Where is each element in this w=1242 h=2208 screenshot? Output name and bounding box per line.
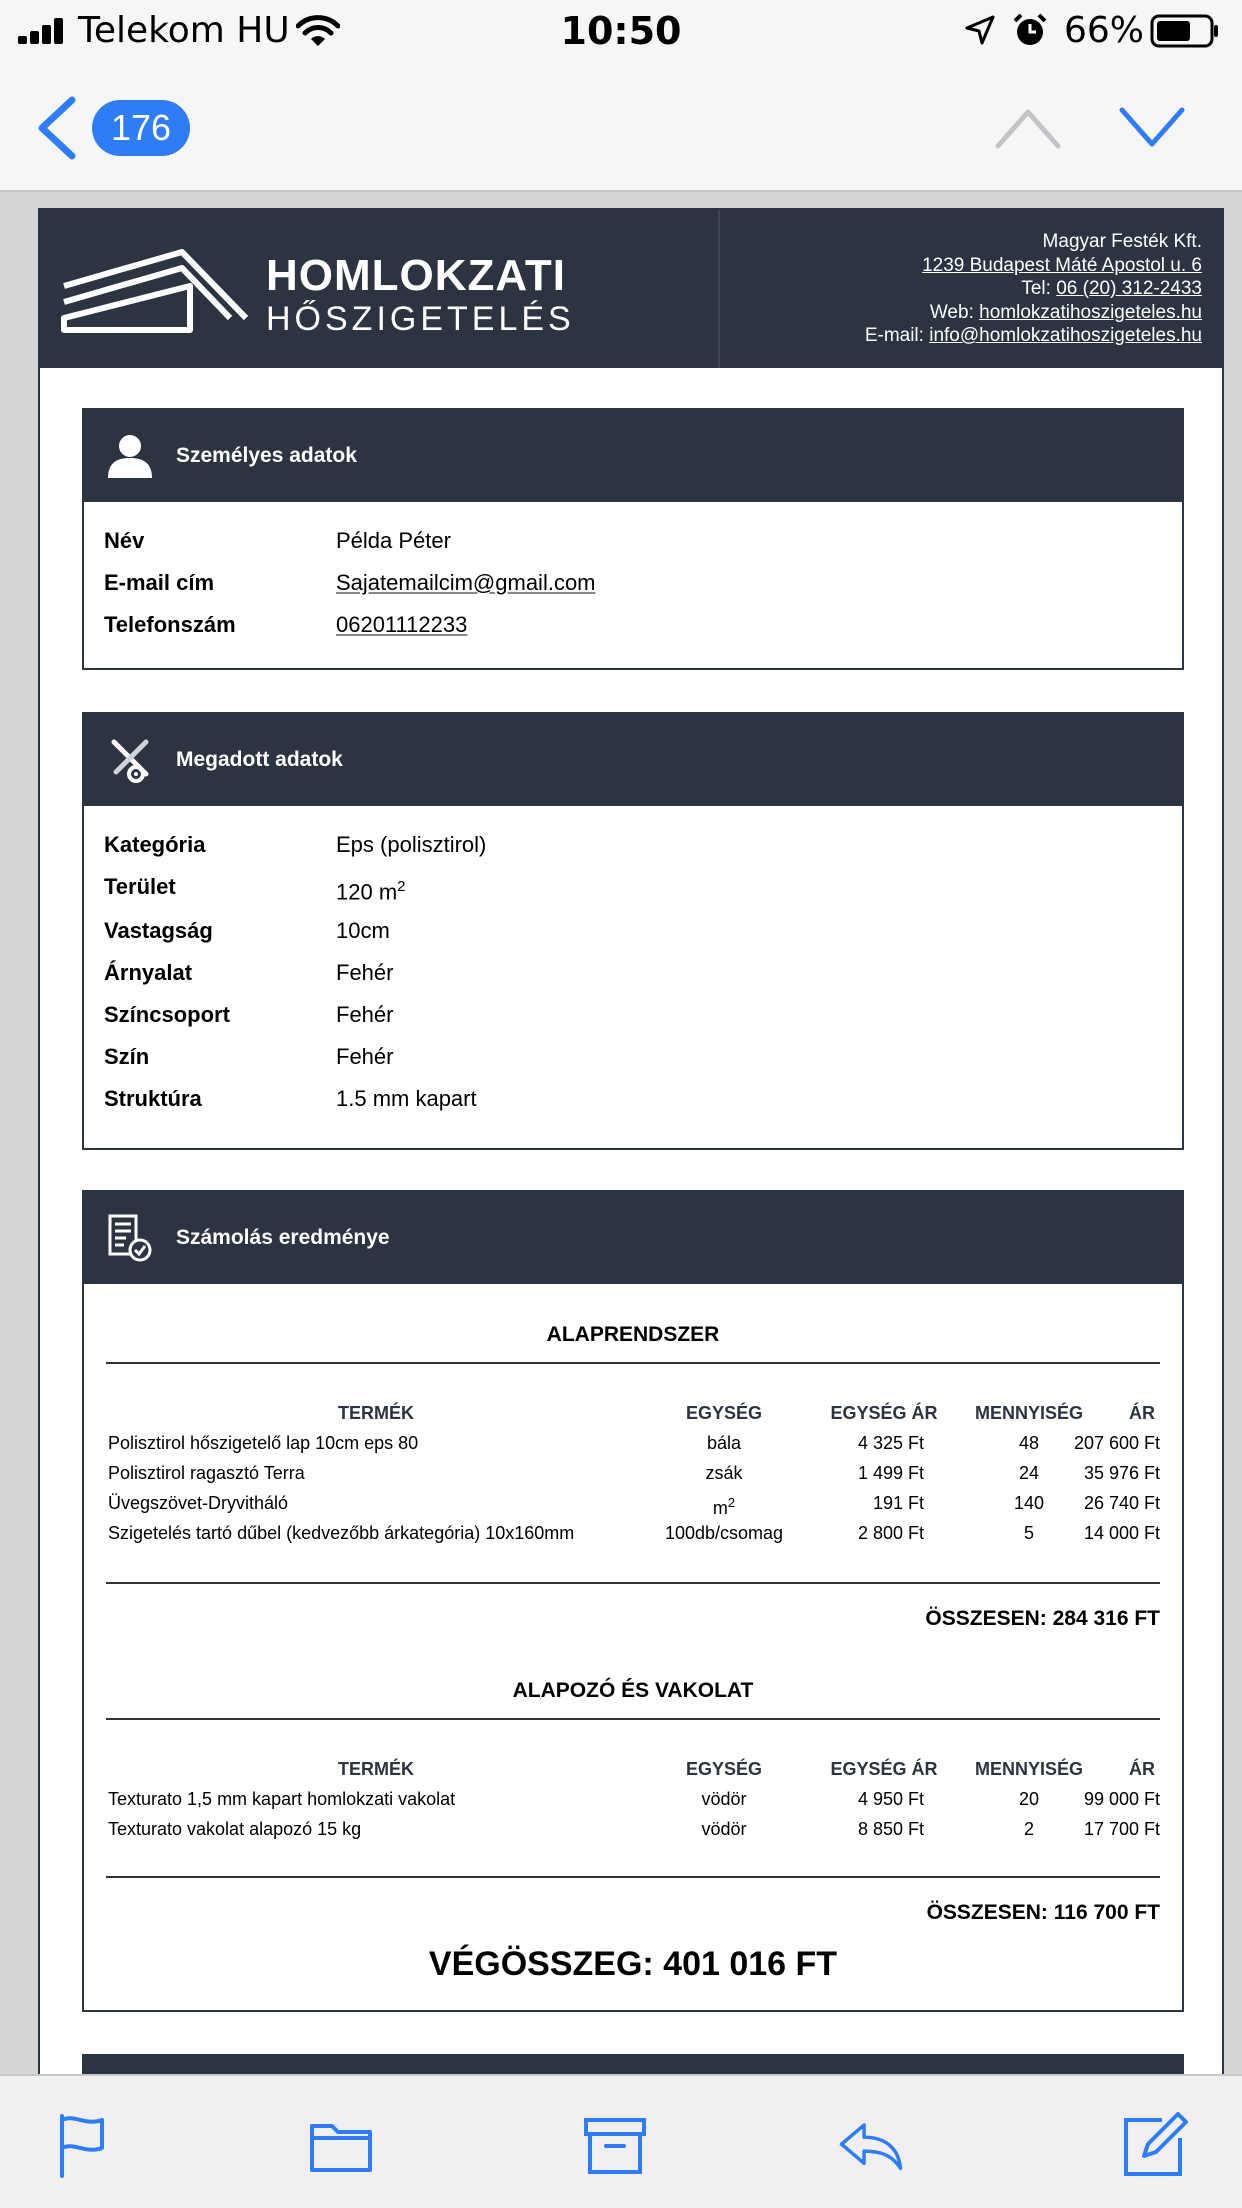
kv-value: 10cm <box>336 918 390 943</box>
header-price: ÁR <box>1129 1759 1155 1779</box>
section-total: ÖSSZESEN: 116 700 FT <box>926 1901 1160 1924</box>
cell-quantity: 24 <box>1018 1463 1040 1483</box>
kv-value: Fehér <box>336 960 394 985</box>
section-title-alapozo-es-vakolat: ALAPOZÓ ÉS VAKOLAT <box>512 1679 754 1702</box>
logo-text: HOMLOKZATI <box>266 251 567 300</box>
email-scroll-area[interactable] <box>0 192 1242 2074</box>
kv-value <box>336 874 406 905</box>
email-header <box>40 210 1222 368</box>
cell-quantity: 5 <box>1023 1523 1034 1543</box>
back-chevron-icon[interactable] <box>34 96 78 160</box>
cell-product: Üvegszövet-Dryvitháló <box>108 1493 289 1513</box>
card-title: Személyes adatok <box>176 444 357 467</box>
archive-box-icon[interactable] <box>582 2112 648 2178</box>
cell-unit: bála <box>706 1433 742 1453</box>
cell-price: 17 700 Ft <box>1083 1819 1160 1839</box>
cell-product: Szigetelés tartó dűbel (kedvezőbb árkategória) 10x160mm <box>108 1523 575 1543</box>
kv-label: Vastagság <box>104 918 213 943</box>
company-address-link[interactable]: 1239 Budapest Máté Apostol u. 6 <box>922 254 1202 276</box>
card-header <box>84 714 1182 806</box>
card-title: Megadott adatok <box>176 748 343 771</box>
mail-toolbar <box>0 2074 1242 2208</box>
previous-message-chevron-up-icon[interactable] <box>994 102 1062 154</box>
company-phone-link[interactable]: 06 (20) 312-2433 <box>1056 278 1202 299</box>
cell-unit-price: 2 800 Ft <box>857 1523 924 1543</box>
cell-unit <box>644 1492 804 1519</box>
status-bar <box>0 0 1242 62</box>
tel-label: Tel: <box>1021 278 1051 299</box>
cell-product: Polisztirol hőszigetelő lap 10cm eps 80 <box>108 1433 419 1453</box>
kv-label: E-mail cím <box>104 570 215 595</box>
alarm-clock-icon <box>1012 12 1048 48</box>
next-card-header-partial <box>82 2054 1184 2074</box>
cell-unit: vödör <box>701 1819 747 1839</box>
kv-label: Név <box>104 528 145 553</box>
header-price: ÁR <box>1129 1403 1155 1423</box>
cell-unit-price: 4 325 Ft <box>857 1433 924 1453</box>
header-unit: EGYSÉG <box>685 1403 763 1423</box>
cell-price: 35 976 Ft <box>1083 1463 1160 1483</box>
section-divider <box>106 1718 1160 1720</box>
header-quantity: MENNYISÉG <box>974 1403 1084 1423</box>
cell-unit-price: 8 850 Ft <box>857 1819 924 1839</box>
section-divider <box>106 1362 1160 1364</box>
tools-gear-icon <box>106 736 154 784</box>
document-calculator-icon <box>106 1214 154 1262</box>
kv-label: Árnyalat <box>104 960 193 985</box>
battery-percentage: 66% <box>1064 10 1145 51</box>
header-quantity: MENNYISÉG <box>974 1759 1084 1779</box>
company-name: Magyar Festék Kft. <box>1042 231 1202 252</box>
message-count-badge[interactable]: 176 <box>92 100 190 156</box>
personal-data-card <box>82 408 1184 670</box>
location-arrow-icon <box>964 14 996 46</box>
unit-text: m <box>712 1498 728 1518</box>
cell-unit-price: 1 499 Ft <box>857 1463 924 1483</box>
header-unit: EGYSÉG <box>685 1759 763 1779</box>
section-title-alaprendszer: ALAPRENDSZER <box>546 1323 720 1346</box>
next-message-chevron-down-icon[interactable] <box>1118 102 1186 154</box>
kv-value: Fehér <box>336 1044 394 1069</box>
section-total: ÖSSZESEN: 284 316 FT <box>925 1607 1160 1630</box>
web-label: Web: <box>929 301 974 323</box>
cell-price: 14 000 Ft <box>1083 1523 1160 1543</box>
cell-price: 26 740 Ft <box>1083 1493 1160 1513</box>
cell-unit: vödör <box>701 1789 747 1809</box>
kv-value: Fehér <box>336 1002 394 1027</box>
area-unit-exponent: 2 <box>397 878 406 895</box>
battery-icon <box>1150 14 1220 48</box>
email-label: E-mail: <box>864 325 924 346</box>
header-divider <box>718 210 720 368</box>
user-icon <box>106 432 154 480</box>
section-divider <box>106 1876 1160 1878</box>
phone-link[interactable]: 06201112233 <box>336 612 468 637</box>
kv-value: Eps (polisztirol) <box>336 832 487 857</box>
folder-icon[interactable] <box>308 2112 374 2178</box>
cell-product: Texturato vakolat alapozó 15 kg <box>108 1819 362 1839</box>
logo-subtext: HŐSZIGETELÉS <box>266 300 575 338</box>
company-contact <box>865 230 1202 348</box>
carrier-name: Telekom HU <box>78 10 290 51</box>
kv-value: 1.5 mm kapart <box>336 1086 477 1111</box>
area-value: 120 m <box>336 879 398 905</box>
cell-price: 99 000 Ft <box>1083 1789 1160 1809</box>
kv-label: Telefonszám <box>104 612 236 637</box>
company-website-link[interactable]: homlokzatihoszigeteles.hu <box>979 301 1202 323</box>
cell-unit: zsák <box>705 1463 743 1483</box>
unit-exponent: 2 <box>727 1495 736 1510</box>
cell-unit: 100db/csomag <box>664 1523 784 1543</box>
kv-value: Példa Péter <box>336 528 451 553</box>
cell-unit-price: 4 950 Ft <box>857 1789 924 1809</box>
company-email-link[interactable]: info@homlokzatihoszigeteles.hu <box>929 325 1202 346</box>
kv-label: Kategória <box>104 832 206 857</box>
reply-arrow-icon[interactable] <box>838 2112 904 2178</box>
cell-quantity: 48 <box>1018 1433 1040 1453</box>
grand-total: VÉGÖSSZEG: 401 016 FT <box>428 1945 838 1983</box>
card-header <box>82 2054 1184 2074</box>
email-link[interactable]: Sajatemailcim@gmail.com <box>336 570 596 595</box>
cell-quantity: 2 <box>1023 1819 1034 1839</box>
cell-quantity: 20 <box>1018 1789 1040 1809</box>
card-header <box>84 410 1182 502</box>
house-logo-icon <box>60 246 250 336</box>
header-product: TERMÉK <box>338 1759 414 1779</box>
header-unit-price: EGYSÉG ÁR <box>830 1403 938 1423</box>
kv-label: Terület <box>104 874 176 899</box>
header-product: TERMÉK <box>338 1403 414 1423</box>
clock: 10:50 <box>560 9 682 53</box>
cell-unit-price: 191 Ft <box>872 1493 924 1513</box>
calculation-result-card <box>82 1190 1184 2012</box>
cell-price: 207 600 Ft <box>1073 1433 1160 1453</box>
email-body <box>38 208 1224 2074</box>
kv-label: Szín <box>104 1044 150 1069</box>
cell-quantity: 140 <box>1013 1493 1045 1513</box>
mail-navigation-bar <box>0 62 1242 192</box>
card-title: Számolás eredménye <box>176 1226 390 1249</box>
kv-label: Struktúra <box>104 1086 202 1111</box>
card-header <box>84 1192 1182 1284</box>
header-unit-price: EGYSÉG ÁR <box>830 1759 938 1779</box>
kv-label: Színcsoport <box>104 1002 230 1027</box>
compose-icon[interactable] <box>1122 2112 1188 2178</box>
given-data-card <box>82 712 1184 1150</box>
flag-icon[interactable] <box>52 2112 118 2178</box>
section-divider <box>106 1582 1160 1584</box>
cell-product: Polisztirol ragasztó Terra <box>108 1463 305 1483</box>
cell-product: Texturato 1,5 mm kapart homlokzati vakolat <box>108 1789 456 1809</box>
